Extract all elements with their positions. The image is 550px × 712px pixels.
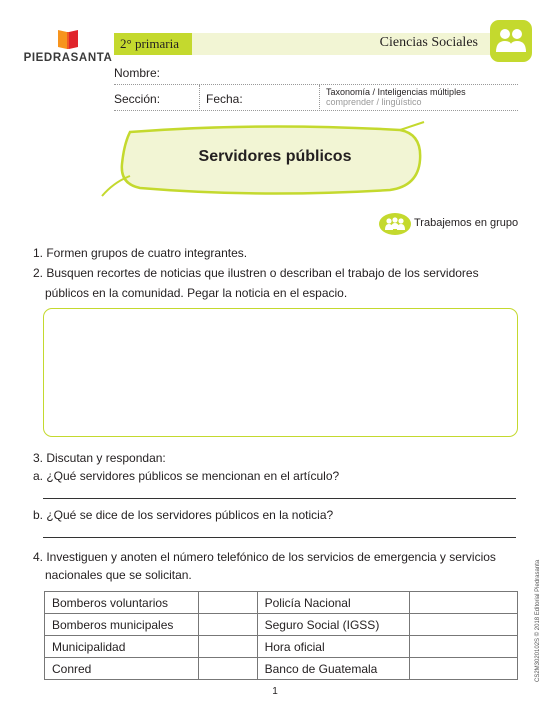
phone-cell[interactable] [198, 592, 257, 614]
taxonomy-info [320, 85, 518, 111]
phone-cell[interactable] [198, 658, 257, 680]
phone-cell[interactable] [198, 636, 257, 658]
section-date-row [114, 85, 518, 111]
service-name: Seguro Social (IGSS) [257, 614, 410, 636]
service-name: Policía Nacional [257, 592, 410, 614]
phone-table [44, 591, 518, 680]
service-name: Banco de Guatemala [257, 658, 410, 680]
taxonomy-label: Taxonomía / Inteligencias múltiples [326, 87, 466, 97]
taxonomy-values: comprender / lingüístico [326, 97, 422, 107]
section-field[interactable] [114, 85, 200, 111]
group-icon [378, 212, 412, 236]
instruction-1: 1. Formen grupos de cuatro integrantes. [33, 246, 248, 260]
service-name: Hora oficial [257, 636, 410, 658]
service-name: Bomberos voluntarios [45, 592, 199, 614]
instruction-2: 2. Busquen recortes de noticias que ilustren o describan el trabajo de los servidores [33, 266, 479, 280]
news-clipping-area[interactable] [43, 308, 518, 437]
group-work-label: Trabajemos en grupo [414, 217, 519, 229]
phone-cell[interactable] [410, 592, 518, 614]
instruction-2-cont: públicos en la comunidad. Pegar la noticia en el espacio. [45, 286, 348, 300]
phone-cell[interactable] [410, 614, 518, 636]
table-row [45, 658, 518, 680]
table-row [45, 592, 518, 614]
logo-text: PIEDRASANTA [23, 52, 113, 64]
instruction-4-cont: nacionales que se solicitan. [45, 568, 192, 582]
answer-line-b[interactable] [43, 537, 516, 538]
book-icon [56, 28, 80, 50]
date-label: Fecha: [206, 92, 243, 106]
people-icon [490, 20, 532, 62]
instruction-3: 3. Discutan y respondan: [33, 451, 166, 465]
page-title: Servidores públicos [198, 148, 352, 165]
phone-cell[interactable] [410, 636, 518, 658]
question-b: b. ¿Qué se dice de los servidores públicos en la noticia? [33, 508, 334, 522]
table-row [45, 614, 518, 636]
grade-label: 2° primaria [114, 33, 192, 55]
question-a: a. ¿Qué servidores públicos se mencionan en el artículo? [33, 469, 340, 483]
service-name: Conred [45, 658, 199, 680]
subject-label: Ciencias Sociales [192, 33, 516, 55]
service-name: Municipalidad [45, 636, 199, 658]
copyright-code [535, 552, 545, 682]
name-label: Nombre: [114, 66, 161, 80]
date-field[interactable] [200, 85, 320, 111]
phone-cell[interactable] [410, 658, 518, 680]
table-row [45, 636, 518, 658]
copyright-text: CS2M3020102S © 2018 Editorial Piedrasanta [535, 559, 541, 682]
name-field[interactable] [114, 61, 518, 85]
service-name: Bomberos municipales [45, 614, 199, 636]
phone-cell[interactable] [198, 614, 257, 636]
page-number: 1 [272, 686, 278, 697]
header-badge [490, 20, 532, 62]
section-label: Sección: [114, 92, 161, 106]
publisher-logo [18, 22, 118, 70]
answer-line-a[interactable] [43, 498, 516, 499]
instruction-4: 4. Investiguen y anoten el número telefónico de los servicios de emergencia y servicios [33, 550, 496, 564]
